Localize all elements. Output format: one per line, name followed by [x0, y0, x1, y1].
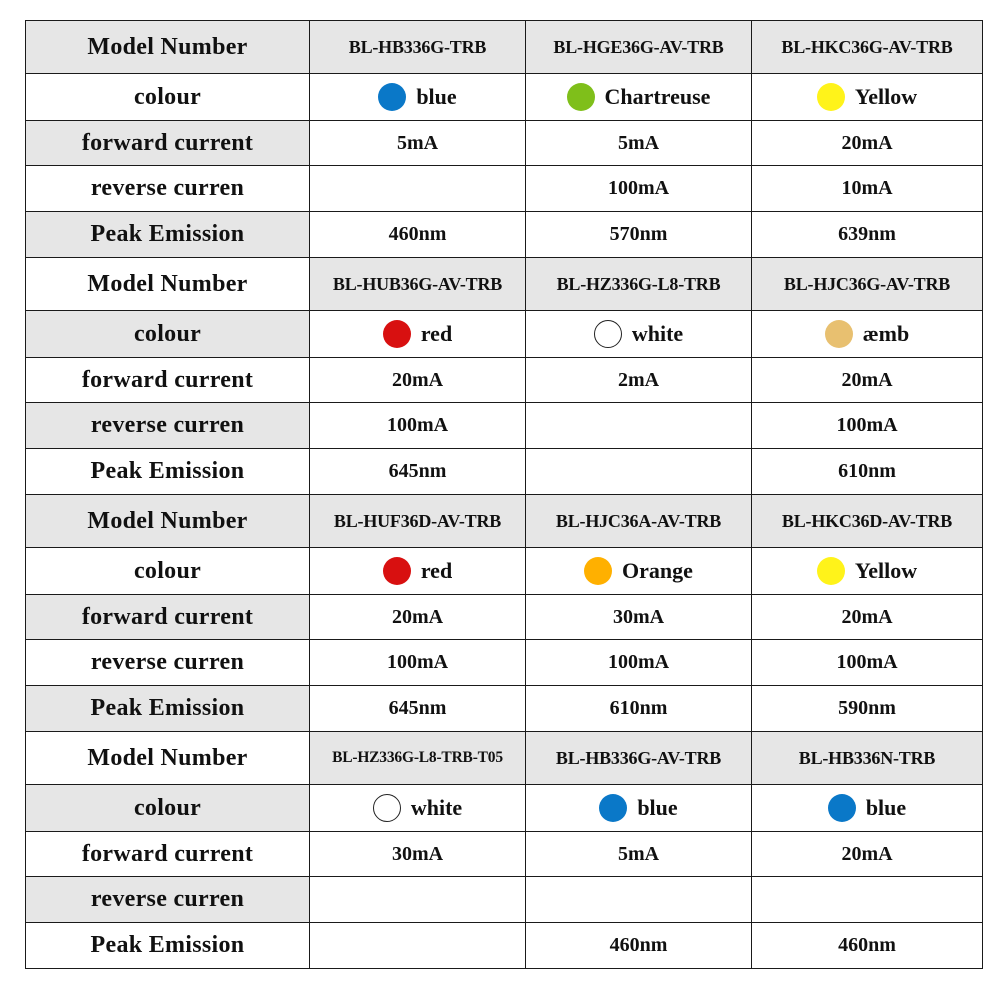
colour-name: blue: [416, 84, 457, 109]
model-number-cell: BL-HJC36G-AV-TRB: [752, 258, 983, 311]
forward-value-cell: 5mA: [526, 832, 752, 877]
row-label-colour: colour: [26, 311, 310, 358]
forward-value-cell: 30mA: [526, 595, 752, 640]
peak-value-cell: 610nm: [752, 449, 983, 495]
spec-row-forward: [26, 121, 983, 166]
row-label-reverse: reverse curren: [26, 640, 310, 686]
peak-value-cell: [526, 449, 752, 495]
forward-value-cell: 5mA: [526, 121, 752, 166]
spec-row-colour: [26, 785, 983, 832]
spec-row-model: [26, 21, 983, 74]
peak-value-cell: 610nm: [526, 686, 752, 732]
model-number-cell: BL-HKC36G-AV-TRB: [752, 21, 983, 74]
reverse-value-cell: 100mA: [526, 166, 752, 212]
reverse-value-cell: [752, 877, 983, 923]
row-label-peak: Peak Emission: [26, 212, 310, 258]
spec-row-peak: [26, 449, 983, 495]
colour-swatch-icon: [567, 83, 595, 111]
spec-row-forward: [26, 358, 983, 403]
colour-name: blue: [865, 795, 907, 820]
spec-row-peak: [26, 212, 983, 258]
colour-name: Orange: [622, 558, 693, 583]
colour-cell: [310, 548, 526, 595]
colour-swatch-icon: [584, 557, 612, 585]
row-label-forward: forward current: [26, 358, 310, 403]
peak-value-cell: 639nm: [752, 212, 983, 258]
row-label-forward: forward current: [26, 832, 310, 877]
spec-row-reverse: [26, 640, 983, 686]
colour-swatch-icon: [383, 320, 411, 348]
peak-value-cell: 570nm: [526, 212, 752, 258]
peak-value-cell: 460nm: [310, 212, 526, 258]
peak-value-cell: 460nm: [752, 923, 983, 969]
model-number-cell: BL-HKC36D-AV-TRB: [752, 495, 983, 548]
row-label-colour: colour: [26, 74, 310, 121]
colour-name: red: [420, 321, 453, 346]
colour-cell: [310, 785, 526, 832]
peak-value-cell: 645nm: [310, 686, 526, 732]
forward-value-cell: 20mA: [752, 121, 983, 166]
row-label-model: Model Number: [26, 258, 310, 311]
reverse-value-cell: [310, 166, 526, 212]
forward-value-cell: 30mA: [310, 832, 526, 877]
colour-swatch-icon: [373, 794, 401, 822]
model-number-cell: BL-HZ336G-L8-TRB-T05: [310, 732, 526, 785]
colour-cell: [752, 548, 983, 595]
colour-cell: [752, 311, 983, 358]
reverse-value-cell: 100mA: [310, 640, 526, 686]
row-label-model: Model Number: [26, 732, 310, 785]
forward-value-cell: 5mA: [310, 121, 526, 166]
model-number-cell: BL-HUB36G-AV-TRB: [310, 258, 526, 311]
spec-row-reverse: [26, 877, 983, 923]
colour-swatch-icon: [594, 320, 622, 348]
colour-swatch-icon: [817, 83, 845, 111]
row-label-peak: Peak Emission: [26, 449, 310, 495]
model-number-cell: BL-HJC36A-AV-TRB: [526, 495, 752, 548]
colour-name: æmb: [862, 321, 910, 346]
row-label-reverse: reverse curren: [26, 166, 310, 212]
reverse-value-cell: 100mA: [752, 640, 983, 686]
row-label-forward: forward current: [26, 595, 310, 640]
led-spec-table: [25, 20, 983, 969]
row-label-reverse: reverse curren: [26, 877, 310, 923]
forward-value-cell: 20mA: [310, 358, 526, 403]
row-label-colour: colour: [26, 785, 310, 832]
reverse-value-cell: 100mA: [310, 403, 526, 449]
colour-cell: [310, 74, 526, 121]
peak-value-cell: 590nm: [752, 686, 983, 732]
model-number-cell: BL-HB336G-AV-TRB: [526, 732, 752, 785]
forward-value-cell: 20mA: [752, 595, 983, 640]
colour-swatch-icon: [383, 557, 411, 585]
row-label-peak: Peak Emission: [26, 923, 310, 969]
spec-row-forward: [26, 832, 983, 877]
spec-row-model: [26, 258, 983, 311]
spec-row-peak: [26, 686, 983, 732]
colour-name: white: [410, 795, 463, 820]
peak-value-cell: [310, 923, 526, 969]
spec-row-model: [26, 495, 983, 548]
spec-row-forward: [26, 595, 983, 640]
forward-value-cell: 20mA: [752, 832, 983, 877]
reverse-value-cell: 10mA: [752, 166, 983, 212]
colour-cell: [526, 311, 752, 358]
reverse-value-cell: [310, 877, 526, 923]
peak-value-cell: 460nm: [526, 923, 752, 969]
colour-name: Yellow: [854, 84, 918, 109]
peak-value-cell: 645nm: [310, 449, 526, 495]
spec-row-reverse: [26, 403, 983, 449]
colour-swatch-icon: [378, 83, 406, 111]
colour-name: Yellow: [854, 558, 918, 583]
colour-swatch-icon: [599, 794, 627, 822]
forward-value-cell: 2mA: [526, 358, 752, 403]
row-label-forward: forward current: [26, 121, 310, 166]
colour-swatch-icon: [825, 320, 853, 348]
row-label-peak: Peak Emission: [26, 686, 310, 732]
row-label-model: Model Number: [26, 495, 310, 548]
reverse-value-cell: 100mA: [526, 640, 752, 686]
model-number-cell: BL-HZ336G-L8-TRB: [526, 258, 752, 311]
reverse-value-cell: [526, 877, 752, 923]
spec-row-colour: [26, 74, 983, 121]
spec-row-model: [26, 732, 983, 785]
colour-swatch-icon: [817, 557, 845, 585]
colour-name: red: [420, 558, 453, 583]
colour-name: white: [631, 321, 684, 346]
row-label-reverse: reverse curren: [26, 403, 310, 449]
model-number-cell: BL-HUF36D-AV-TRB: [310, 495, 526, 548]
colour-cell: [310, 311, 526, 358]
colour-cell: [526, 74, 752, 121]
model-number-cell: BL-HB336G-TRB: [310, 21, 526, 74]
colour-cell: [526, 785, 752, 832]
forward-value-cell: 20mA: [310, 595, 526, 640]
spec-table-body: [26, 21, 983, 969]
model-number-cell: BL-HGE36G-AV-TRB: [526, 21, 752, 74]
colour-cell: [526, 548, 752, 595]
spec-row-peak: [26, 923, 983, 969]
spec-row-colour: [26, 311, 983, 358]
model-number-cell: BL-HB336N-TRB: [752, 732, 983, 785]
forward-value-cell: 20mA: [752, 358, 983, 403]
colour-name: Chartreuse: [604, 84, 711, 109]
spec-row-colour: [26, 548, 983, 595]
reverse-value-cell: 100mA: [752, 403, 983, 449]
reverse-value-cell: [526, 403, 752, 449]
colour-cell: [752, 785, 983, 832]
colour-name: blue: [637, 795, 678, 820]
row-label-colour: colour: [26, 548, 310, 595]
colour-cell: [752, 74, 983, 121]
spec-row-reverse: [26, 166, 983, 212]
colour-swatch-icon: [828, 794, 856, 822]
row-label-model: Model Number: [26, 21, 310, 74]
